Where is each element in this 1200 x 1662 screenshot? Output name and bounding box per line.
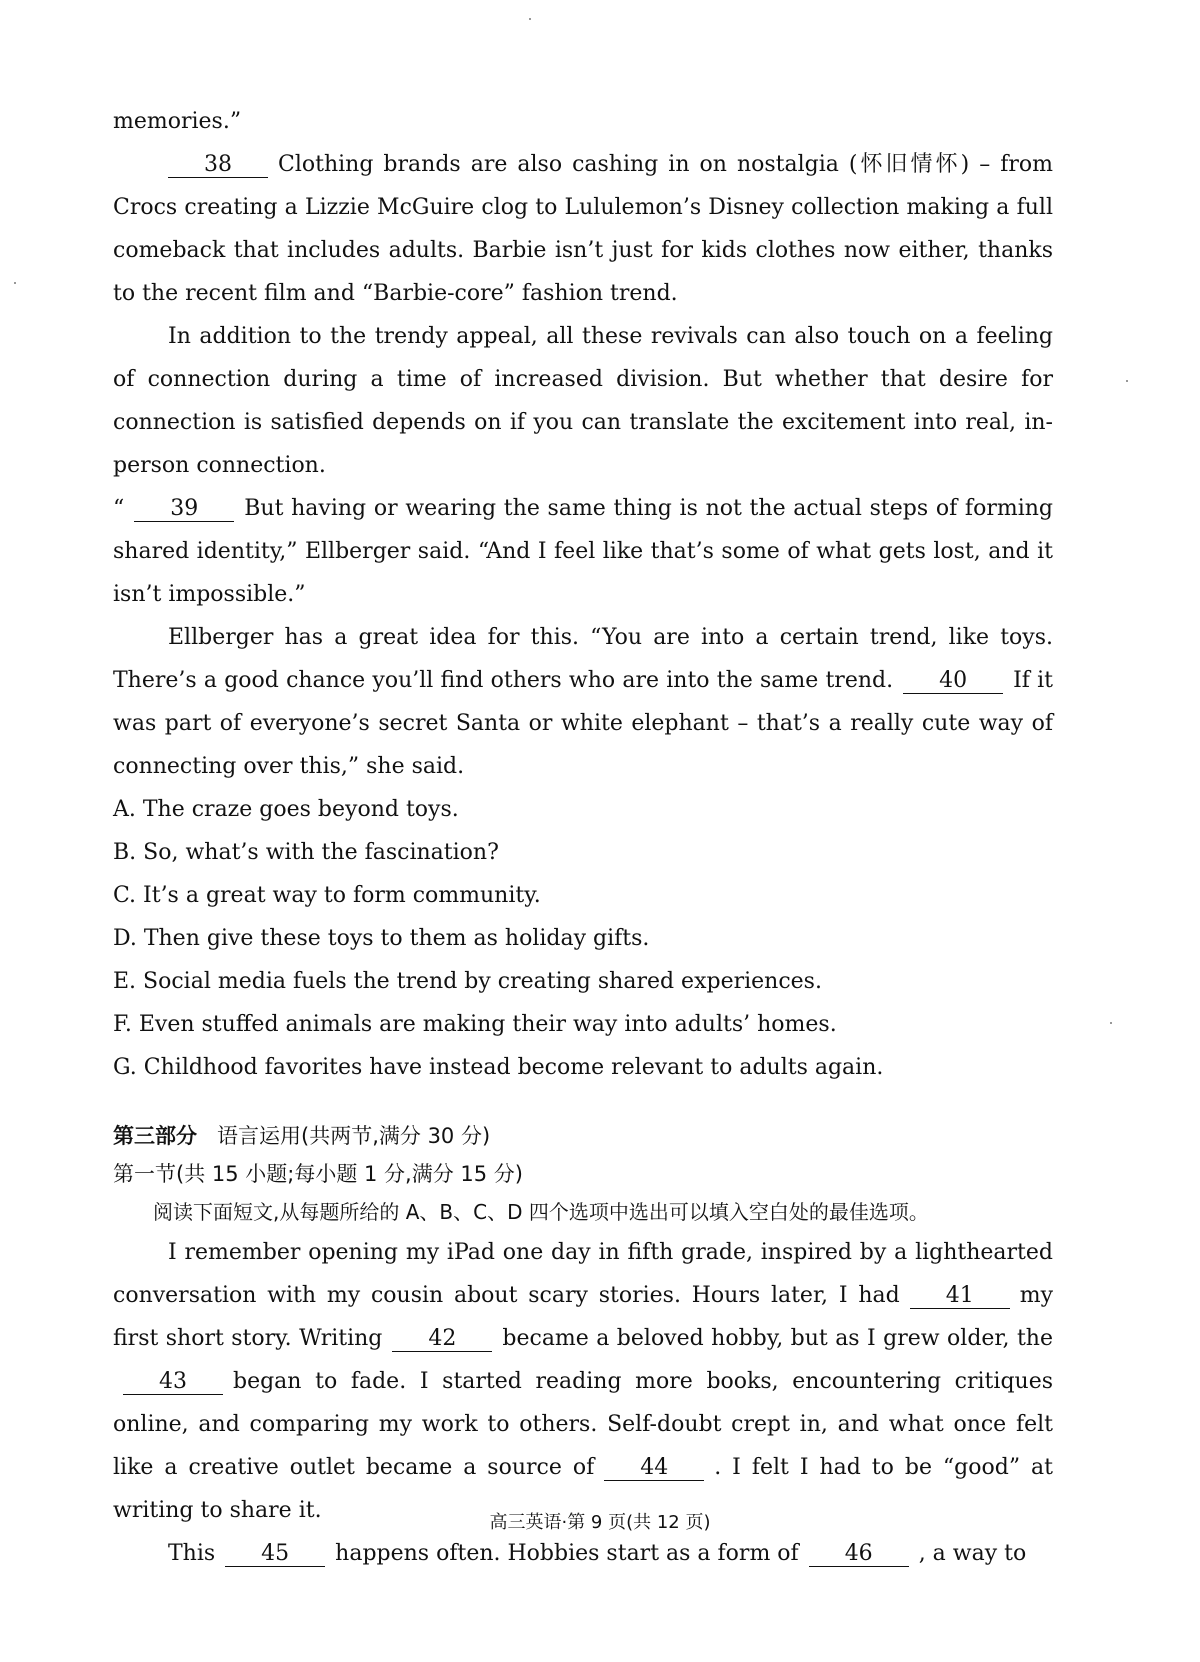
passage-one-paragraph-40 xyxy=(113,616,1053,788)
scan-speck xyxy=(1126,380,1128,382)
passage-two-paragraph-1 xyxy=(113,1231,1053,1532)
part-three-title: 语言运用(共两节,满分 30 分) xyxy=(217,1124,491,1148)
paragraph-text: I remember opening my iPad one day in fifth grade, inspired by a lighthearted conversation with my cousin about scary stories. Hours later, I had xyxy=(113,1240,1053,1308)
passage-one-paragraph-38 xyxy=(113,143,1053,315)
paragraph-text: . I felt I had to be “good” at writing to share it. xyxy=(113,1455,1053,1523)
section-instruction: 阅读下面短文,从每题所给的 A、B、C、D 四个选项中选出可以填入空白处的最佳选项。 xyxy=(153,1200,929,1224)
part-three-label: 第三部分 xyxy=(113,1124,197,1148)
option-a: A. The craze goes beyond toys. xyxy=(113,797,459,822)
paragraph-text: happens often. Hobbies start as a form of xyxy=(335,1541,799,1566)
page-footer: 高三英语·第 9 页(共 12 页) xyxy=(489,1512,711,1533)
paragraph-text: This xyxy=(168,1541,216,1566)
option-b: B. So, what’s with the fascination? xyxy=(113,840,499,865)
paragraph-text: But having or wearing the same thing is not the actual steps of forming shared identity,” Ellberger said. “And I feel like that’s some of what gets lost, and it isn’t impossible.” xyxy=(113,496,1053,607)
blank-39: 39 xyxy=(134,497,234,522)
option-e: E. Social media fuels the trend by creating shared experiences. xyxy=(113,969,822,994)
options-list xyxy=(113,788,1053,1089)
passage-one-paragraph-39 xyxy=(113,487,1053,616)
blank-46: 46 xyxy=(809,1542,909,1567)
blank-45: 45 xyxy=(225,1542,325,1567)
paragraph-text: Clothing brands are also cashing in on nostalgia (怀旧情怀) – from Crocs creating a Lizzie McGuire clog to Lululemon’s Disney collection making a full comeback that includes adults. Barbie isn’t just for kids clothes now either, thanks to the recent film and “Barbie-core” fashion trend. xyxy=(113,152,1053,306)
scan-speck xyxy=(1110,1022,1112,1024)
paragraph-text: became a beloved hobby, but as I grew older, the xyxy=(502,1326,1053,1351)
blank-44: 44 xyxy=(604,1456,704,1481)
blank-38: 38 xyxy=(168,153,268,178)
blank-40: 40 xyxy=(903,669,1003,694)
part-three-heading xyxy=(113,1117,1053,1155)
option-g: G. Childhood favorites have instead become relevant to adults again. xyxy=(113,1055,884,1080)
section-gap xyxy=(113,1089,1053,1117)
scan-speck xyxy=(14,282,16,284)
open-quote: “ xyxy=(113,496,125,521)
paragraph-text: , a way to xyxy=(918,1541,1027,1566)
option-f: F. Even stuffed animals are making their way into adults’ homes. xyxy=(113,1012,837,1037)
passage-one-paragraph-connection: In addition to the trendy appeal, all these revivals can also touch on a feeling of connection during a time of increased division. But whether that desire for connection is satisfied depends on if you can translate the excitement into real, in-person connection. xyxy=(113,324,1053,478)
blank-42: 42 xyxy=(392,1327,492,1352)
paragraph-text: my first short story. Writing xyxy=(113,1283,1053,1351)
blank-41: 41 xyxy=(910,1284,1010,1309)
option-c: C. It’s a great way to form community. xyxy=(113,883,541,908)
passage-one-fragment: memories.” xyxy=(113,109,242,134)
paragraph-text: began to fade. I started reading more books, encountering critiques online, and comparing my work to others. Self-doubt crept in, and what once felt like a creative outlet became a source of xyxy=(113,1369,1053,1480)
blank-43: 43 xyxy=(123,1370,223,1395)
passage-two-paragraph-2 xyxy=(113,1532,1053,1575)
exam-content xyxy=(113,100,1053,1575)
scan-speck xyxy=(529,18,531,20)
paragraph-text: If it was part of everyone’s secret Santa or white elephant – that’s a really cute way of connecting over this,” she said. xyxy=(113,668,1054,779)
paragraph-text: Ellberger has a great idea for this. “You are into a certain trend, like toys. There’s a good chance you’ll find others who are into the same trend. xyxy=(113,625,1053,693)
section-one-title: 第一节(共 15 小题;每小题 1 分,满分 15 分) xyxy=(113,1162,523,1186)
option-d: D. Then give these toys to them as holiday gifts. xyxy=(113,926,650,951)
